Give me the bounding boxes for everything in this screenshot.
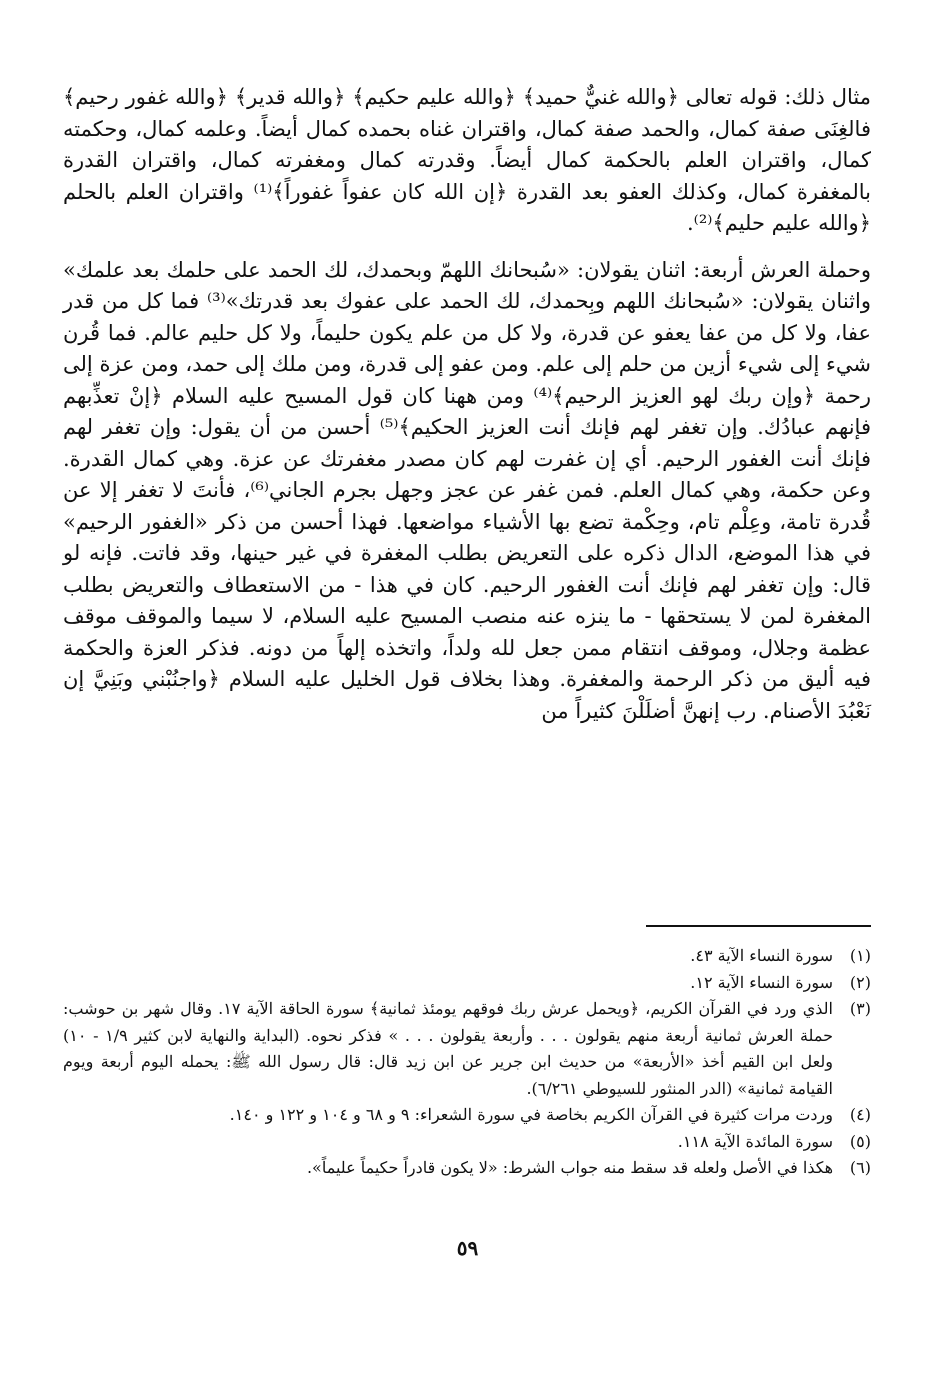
footnote-divider (646, 925, 871, 927)
footnote (63, 1129, 871, 1156)
footnote-text: سورة النساء الآية ١٢. (690, 972, 833, 992)
footnote-number: (٣) (849, 999, 871, 1018)
main-text (63, 82, 871, 727)
footnote-text: الذي ورد في القرآن الكريم، ﴿ويحمل عرش ربك فوقهم يومئذ ثمانية﴾ سورة الحاقة الآية ١٧. وقال شهر بن حوشب: حملة العرش ثمانية أربعة منهم يقولون . . . وأربعة يقولون . . . » فذكر نحوه. (البداية والنهاية لابن كثير ١/٩ - ١٠) ولعل ابن القيم أخذ «الأربعة» من حديث ابن جرير عن ابن زيد قال: قال رسول الله ﷺ: يحمله اليوم أربعة ويوم القيامة ثمانية» (الدر المنثور للسيوطي ٦/٢٦١). (63, 999, 833, 1098)
footnote-text: سورة المائدة الآية ١١٨. (677, 1131, 833, 1151)
footnotes (63, 943, 871, 1182)
footnote-text: هكذا في الأصل ولعله قد سقط منه جواب الشرط: «لا يكون قادراً حكيماً عليماً». (306, 1158, 833, 1177)
paragraph-2: وحملة العرش أربعة: اثنان يقولان: «سُبحانك اللهمّ وبحمدك، لك الحمد على حلمك بعد علمك» واثنان يقولان: «سُبحانك اللهم وبِحمدك، لك الحمد على عفوك بعد قدرتك»⁽³⁾ فما كل من قدر عفا، ولا كل من عفا يعفو عن قدرة، ولا كل من علم يكون حليماً، ولا كل حليم عالم. فما قُرن شيء إلى شيء أزين من حلم إلى علم. ومن عفو إلى قدرة، ومن ملك إلى حمد، ومن عزة إلى رحمة ﴿وإن ربك لهو العزيز الرحيم﴾⁽⁴⁾ ومن ههنا كان قول المسيح عليه السلام ﴿إنْ تعذِّبهم فإنهم عبادُك. وإن تغفر لهم فإنك أنت العزيز الحكيم﴾⁽⁵⁾ أحسن من أن يقول: وإن تغفر لهم فإنك أنت الغفور الرحيم. أي إن غفرت لهم كان مصدر مغفرتك عن عزة. وهي كمال القدرة. وعن حكمة، وهي كمال العلم. فمن غفر عن عجز وجهل بجرم الجاني⁽⁶⁾، فأنتَ لا تغفر إلا عن قُدرة تامة، وعِلْم تام، وحِكْمة تضع بها الأشياء مواضعها. فهذا أحسن من ذكر «الغفور الرحيم» في هذا الموضع، الدال ذكره على التعريض بطلب المغفرة في غير حينها، وقد فاتت. فإنه لو قال: وإن تغفر لهم فإنك أنت الغفور الرحيم. كان في هذا - من الاستعطاف والتعريض بطلب المغفرة لمن لا يستحقها - ما ينزه عنه منصب المسيح عليه السلام، لا سيما والموقف موقف عظمة وجلال، وموقف انتقام ممن جعل لله ولداً، واتخذه إلهاً من دونه. فذكر العزة والحكمة فيه أليق من ذكر الرحمة والمغفرة. وهذا بخلاف قول الخليل عليه السلام ﴿واجنُبْني وبَنِيَّ إن نَعْبُدَ الأصنام. رب إنهنَّ أضلَلْنَ كثيراً من (63, 257, 872, 723)
footnote (63, 996, 871, 1102)
footnote-number: (٥) (849, 1131, 871, 1151)
footnote-number: (١) (849, 946, 871, 965)
footnote (63, 1102, 871, 1129)
footnote-text: سورة النساء الآية ٤٣. (690, 946, 833, 965)
footnote-text: وردت مرات كثيرة في القرآن الكريم بخاصة في سورة الشعراء: ٩ و ٦٨ و ١٠٤ و ١٢٢ و ١٤٠. (229, 1105, 833, 1124)
footnote (63, 970, 871, 997)
footnote (63, 943, 871, 970)
footnote-number: (٢) (849, 972, 871, 992)
footnote-number: (٤) (849, 1105, 871, 1124)
page-number: ٥٩ (456, 1236, 479, 1260)
paragraph-1: مثال ذلك: قوله تعالى ﴿والله غنيٌّ حميد﴾ ﴿والله عليم حكيم﴾ ﴿والله قدير﴾ ﴿والله غفور رحيم﴾ فالغِنَى صفة كمال، والحمد صفة كمال، واقتران غناه بحمده كمال أيضاً. وعلمه كمال، وحكمته كمال، واقتران العلم بالحكمة كمال أيضاً. وقدرته كمال ومغفرته كمال، واقتران القدرة بالمغفرة كمال، وكذلك العفو بعد القدرة ﴿إن الله كان عفواً غفوراً﴾⁽¹⁾ واقتران العلم بالحلم ﴿والله عليم حليم﴾⁽²⁾. (63, 85, 871, 235)
footnote-number: (٦) (849, 1158, 871, 1177)
footnote (63, 1155, 871, 1182)
